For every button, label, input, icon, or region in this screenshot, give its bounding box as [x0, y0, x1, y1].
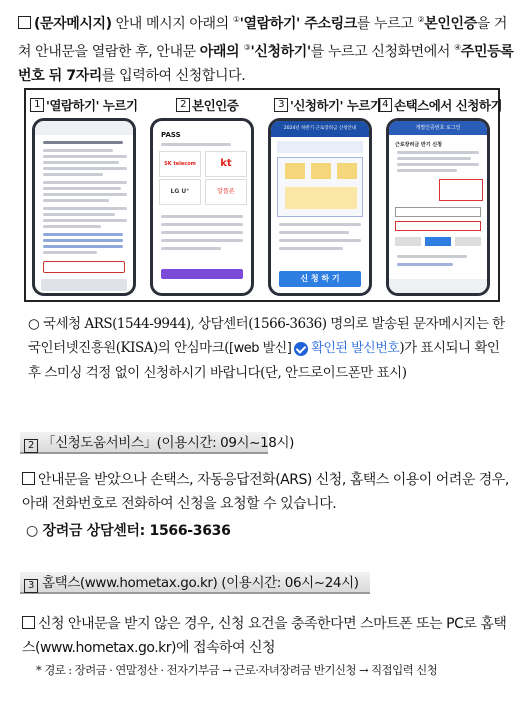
text-line: [43, 225, 101, 228]
bottom-nav: [389, 279, 487, 293]
circle-1: ①: [232, 15, 240, 24]
text-line: [397, 157, 471, 160]
intro-ssn-step: 주민등록번호 뒤 7자리: [18, 44, 514, 84]
step-2-number: 2: [176, 98, 190, 112]
reset-button[interactable]: [455, 237, 481, 246]
notice-text: ○ 국세청 ARS(1544-9944), 상담센터(1566-3636) 명의로 발송된 문자메시지는 한국인터넷진흥원(KISA)의 안심마크(: [28, 316, 505, 356]
lgu-logo[interactable]: LG U⁺: [159, 179, 201, 205]
phone-guide-screen: [268, 118, 372, 296]
guide-box: [285, 163, 305, 179]
link-line: [43, 245, 123, 248]
step-2-label: 본인인증: [192, 98, 239, 113]
section-2-title: 「신청도움서비스」(이용시간: 09시~18시): [42, 435, 294, 451]
intro-text-bold: 아래의: [199, 44, 244, 60]
intro-auth-step: 본인인증: [424, 16, 477, 32]
guide-banner: [277, 141, 363, 153]
section-3-header: [20, 572, 370, 594]
section-3-body: [22, 612, 516, 660]
sontax-header: 개별인증번호 로그인: [389, 121, 487, 135]
circle-2: ②: [417, 15, 425, 24]
view-link-highlight: [43, 261, 125, 273]
text-line: [43, 167, 127, 170]
step-3-heading: [274, 96, 382, 114]
kt-logo[interactable]: kt: [205, 151, 247, 177]
guide-box: [285, 187, 357, 209]
notice-text: )가 표시되니 확인 후 스미싱 걱정 없이 신청하시기 바랍니다(단, 안드로이드폰만 표시): [28, 340, 500, 381]
checkbox-icon: [22, 472, 35, 485]
step-3-number: 3: [274, 98, 288, 112]
phone-sontax-screen: [386, 118, 490, 296]
text-line: [397, 255, 467, 258]
apply-button[interactable]: 신 청 하 기: [279, 271, 361, 287]
phone-status-bar: [35, 121, 133, 135]
section-2-body: [22, 468, 516, 516]
link-line: [43, 233, 123, 236]
text-line: [161, 223, 243, 226]
section-3-text: 신청 안내문을 받지 않은 경우, 신청 요건을 충족한다면 스마트폰 또는 PC로 홈택스(www.hometax.go.kr)에 접속하여 신청: [22, 616, 507, 656]
web-badge-text: [web 발신]: [229, 341, 292, 356]
pass-logo: PASS: [161, 131, 181, 139]
text-line: [397, 151, 479, 154]
text-line: [43, 187, 121, 190]
sontax-title: 근로장려금 반기 신청: [395, 142, 442, 148]
step-4-heading: [378, 96, 502, 114]
verified-check-icon: [294, 342, 308, 356]
intro-link-step: '열람하기' 주소링크: [239, 16, 357, 32]
section-3-number: 3: [24, 579, 38, 593]
intro-paragraph: [18, 8, 514, 88]
text-line: [43, 155, 127, 158]
text-line: [43, 161, 119, 164]
bullet: ○: [26, 523, 43, 539]
web-badge: [229, 337, 399, 361]
text-line: [43, 219, 127, 222]
call-center-line: [26, 520, 231, 540]
intro-sms-label: (문자메시지): [34, 16, 112, 32]
intro-text: 안내 메시지 아래의: [111, 16, 233, 32]
text-line: [43, 193, 127, 196]
ssn-input-box[interactable]: [395, 221, 481, 231]
steps-figure: [24, 88, 503, 302]
text-line: [43, 213, 115, 216]
step-2-heading: [176, 96, 238, 114]
intro-text: 를 입력하여 신청합니다.: [101, 68, 246, 84]
text-line: [279, 231, 349, 234]
section-2-header: [20, 432, 294, 454]
id-input-box[interactable]: [395, 207, 481, 217]
step-4-label: 손택스에서 신청하기: [394, 98, 503, 113]
text-line: [161, 231, 243, 234]
sontax-popup: [439, 179, 483, 201]
section-2-text: 안내문을 받았으나 손택스, 자동응답전화(ARS) 신청, 홈택스 이용이 어려운 경우, 아래 전화번호로 전화하여 신청을 요청할 수 있습니다.: [22, 472, 509, 512]
text-line: [43, 207, 127, 210]
text-line: [43, 251, 97, 254]
guide-header: 2024년 하반기 근로장려금 신청안내: [271, 121, 369, 137]
guide-box: [311, 163, 331, 179]
notice-paragraph: [28, 312, 514, 385]
unsubscribe-bar: [41, 279, 127, 291]
intro-text: 를 누르고 신청화면에서: [310, 44, 455, 60]
text-line: [279, 223, 361, 226]
step-1-heading: [30, 96, 138, 114]
checkbox-icon: [22, 616, 35, 629]
text-line: [161, 215, 243, 218]
text-line: [43, 181, 127, 184]
text-line: [43, 141, 123, 144]
phone-sms-screen: [32, 118, 136, 296]
text-line: [43, 149, 113, 152]
section-2-number: 2: [24, 439, 38, 453]
text-line: [161, 247, 221, 250]
circle-4: ④: [454, 43, 461, 52]
text-line: [397, 163, 479, 166]
text-line: [43, 199, 109, 202]
submit-button[interactable]: [425, 237, 451, 246]
pass-start-button[interactable]: [161, 269, 243, 279]
step-1-label: '열람하기' 누르기: [46, 98, 138, 113]
checkbox-icon: [18, 16, 31, 29]
section-3-title: 홈택스(www.hometax.go.kr) (이용시간: 06시~24시): [42, 575, 359, 591]
text-line: [161, 143, 231, 146]
mvno-logo[interactable]: 알뜰폰: [205, 179, 247, 205]
call-center-number: 장려금 상담센터: 1566-3636: [42, 523, 231, 539]
intro-text: 를 누르고: [356, 16, 418, 32]
intro-apply-step: '신청하기': [250, 44, 311, 60]
cancel-button[interactable]: [395, 237, 421, 246]
text-line: [43, 173, 103, 176]
verified-text: 확인된 발신번호: [311, 341, 400, 356]
guide-box: [337, 163, 357, 179]
skt-logo[interactable]: SK telecom: [159, 151, 201, 177]
step-1-number: 1: [30, 98, 44, 112]
text-line: [161, 239, 243, 242]
path-note: * 경로 : 장려금 · 연말정산 · 전자기부금 → 근로·자녀장려금 반기신청 → 직접입력 신청: [36, 663, 438, 677]
link-line: [43, 239, 123, 242]
intro-text: 을 거쳐 안내문을 열람한 후, 안내문: [18, 16, 508, 60]
text-line: [397, 263, 453, 266]
phone-pass-screen: [150, 118, 254, 296]
text-line: [279, 247, 343, 250]
text-line: [279, 239, 361, 242]
step-3-label: '신청하기' 누르기: [290, 98, 382, 113]
circle-3: ③: [243, 43, 251, 52]
step-4-number: 4: [378, 98, 392, 112]
text-line: [397, 169, 457, 172]
